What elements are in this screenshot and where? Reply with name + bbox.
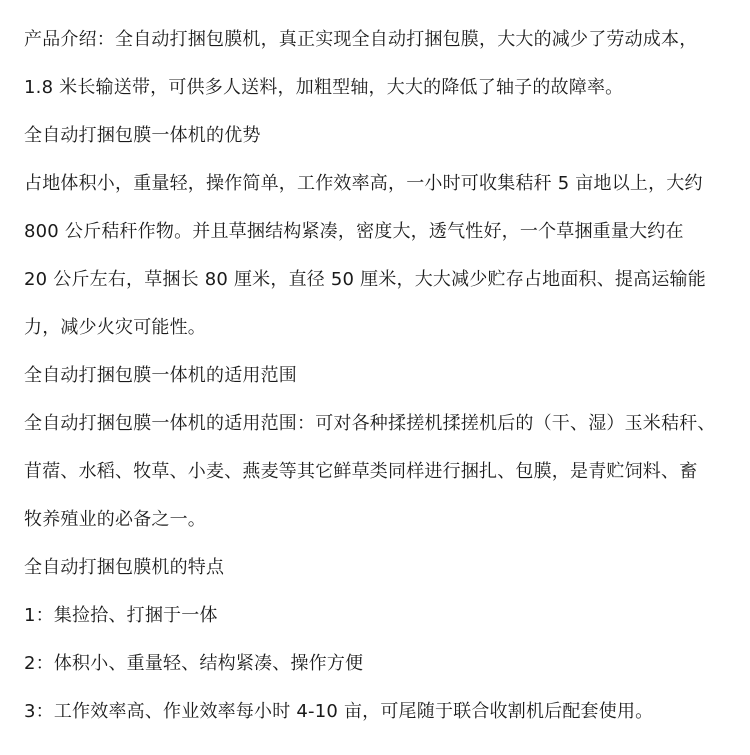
text-line-10: 苜蓿、水稻、牧草、小麦、燕麦等其它鲜草类同样进行捆扎、包膜，是青贮饲料、畜 (24, 461, 698, 482)
text-line-9: 全自动打捆包膜一体机的适用范围：可对各种揉搓机揉搓机后的（干、湿）玉米秸秆、 (24, 413, 716, 434)
feature-item-1: 1：集捡拾、打捆于一体 (24, 605, 218, 626)
text-line-6: 20 公斤左右，草捆长 80 厘米，直径 50 厘米，大大减少贮存占地面积、提高运输能 (24, 269, 706, 290)
section-heading-features: 全自动打捆包膜机的特点 (24, 557, 225, 578)
text-line-7: 力，减少火灾可能性。 (24, 317, 206, 338)
text-line-11: 牧养殖业的必备之一。 (24, 509, 206, 530)
feature-item-3: 3：工作效率高、作业效率每小时 4-10 亩，可尾随于联合收割机后配套使用。 (24, 701, 654, 722)
feature-item-2: 2：体积小、重量轻、结构紧凑、操作方便 (24, 653, 364, 674)
section-heading-advantages: 全自动打捆包膜一体机的优势 (24, 125, 261, 146)
text-line-1: 产品介绍：全自动打捆包膜机，真正实现全自动打捆包膜，大大的减少了劳动成本， (24, 29, 698, 50)
text-line-4: 占地体积小，重量轻，操作简单，工作效率高，一小时可收集秸秆 5 亩地以上，大约 (24, 173, 703, 194)
text-line-5: 800 公斤秸秆作物。并且草捆结构紧凑，密度大，透气性好，一个草捆重量大约在 (24, 221, 684, 242)
text-line-2: 1.8 米长输送带，可供多人送料，加粗型轴，大大的降低了轴子的故障率。 (24, 77, 624, 98)
section-heading-scope: 全自动打捆包膜一体机的适用范围 (24, 365, 297, 386)
